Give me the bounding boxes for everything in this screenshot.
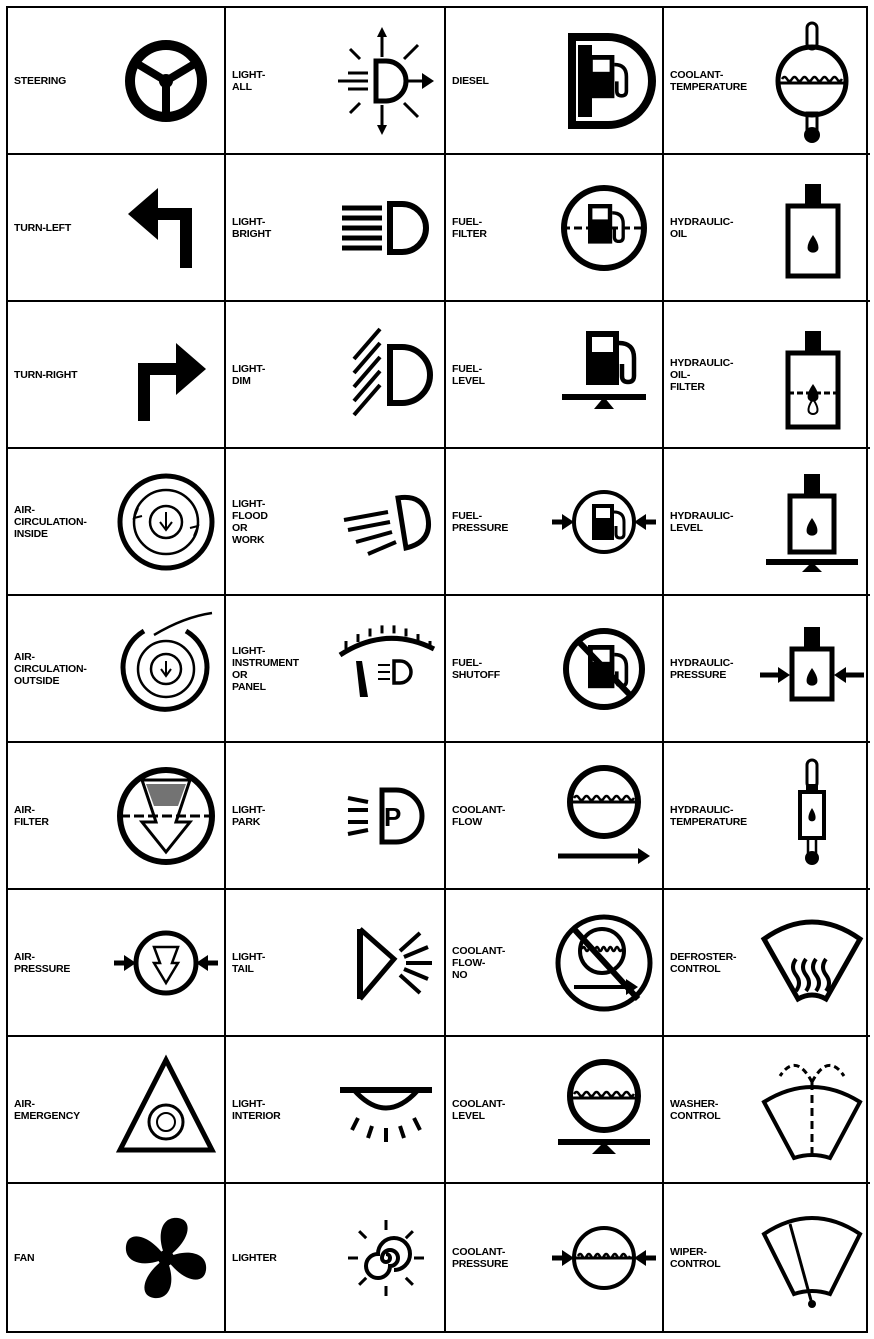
symbol-label: AIR- CIRCULATION- INSIDE — [14, 503, 87, 540]
symbol-cell — [446, 449, 664, 596]
symbol-cell — [664, 890, 870, 1037]
hydraulic-oil-icon — [760, 164, 864, 292]
fan-icon — [114, 1194, 218, 1322]
hydraulic-level-icon — [760, 458, 864, 586]
symbol-cell — [226, 302, 446, 449]
symbol-cell — [226, 596, 446, 743]
symbol-label: STEERING — [14, 74, 67, 87]
symbol-label: LIGHT- PARK — [232, 803, 266, 828]
symbol-label: DIESEL — [452, 74, 489, 87]
symbol-cell — [226, 449, 446, 596]
air-emergency-icon — [114, 1046, 218, 1174]
light-interior-icon — [334, 1046, 438, 1174]
hydraulic-pressure-icon — [760, 605, 864, 733]
symbol-chart — [6, 6, 868, 1333]
defroster-control-icon — [760, 899, 864, 1027]
symbol-label: COOLANT- FLOW- NO — [452, 944, 506, 981]
symbol-cell — [446, 155, 664, 302]
symbol-label: WASHER- CONTROL — [670, 1097, 721, 1122]
diesel-icon — [552, 17, 656, 145]
light-bright-icon — [334, 164, 438, 292]
coolant-level-icon — [552, 1046, 656, 1174]
symbol-cell — [226, 8, 446, 155]
symbol-label: COOLANT- TEMPERATURE — [670, 68, 747, 93]
light-instrument-icon — [334, 605, 438, 733]
symbol-label: HYDRAULIC- LEVEL — [670, 509, 734, 534]
symbol-cell — [664, 1184, 870, 1331]
symbol-cell — [8, 1037, 226, 1184]
symbol-label: LIGHT- DIM — [232, 362, 266, 387]
symbol-cell — [8, 8, 226, 155]
light-park-icon — [334, 752, 438, 880]
symbol-cell — [664, 1037, 870, 1184]
symbol-cell — [226, 1184, 446, 1331]
svg-text:P: P — [384, 801, 402, 832]
symbol-cell — [664, 596, 870, 743]
light-dim-icon — [334, 311, 438, 439]
light-flood-icon — [334, 458, 438, 586]
symbol-cell — [226, 155, 446, 302]
symbol-cell — [664, 8, 870, 155]
symbol-label: COOLANT- FLOW — [452, 803, 506, 828]
symbol-label: COOLANT- LEVEL — [452, 1097, 506, 1122]
symbol-cell — [446, 596, 664, 743]
symbol-cell — [446, 8, 664, 155]
symbol-label: COOLANT- PRESSURE — [452, 1245, 509, 1270]
symbol-cell — [446, 1037, 664, 1184]
light-all-icon — [334, 17, 438, 145]
symbol-label: FUEL- SHUTOFF — [452, 656, 500, 681]
turn-left-icon — [114, 164, 218, 292]
symbol-label: DEFROSTER- CONTROL — [670, 950, 737, 975]
symbol-cell — [664, 449, 870, 596]
symbol-label: HYDRAULIC- OIL- FILTER — [670, 356, 734, 393]
symbol-cell — [8, 596, 226, 743]
symbol-label: FUEL- PRESSURE — [452, 509, 509, 534]
symbol-label: HYDRAULIC- TEMPERATURE — [670, 803, 747, 828]
symbol-label: AIR- EMERGENCY — [14, 1097, 80, 1122]
turn-right-icon — [114, 311, 218, 439]
symbol-label: AIR- CIRCULATION- OUTSIDE — [14, 650, 87, 687]
symbol-cell — [8, 743, 226, 890]
symbol-label: FUEL- LEVEL — [452, 362, 485, 387]
symbol-label: LIGHT- ALL — [232, 68, 266, 93]
symbol-cell — [226, 743, 446, 890]
symbol-label: AIR- FILTER — [14, 803, 49, 828]
symbol-label: HYDRAULIC- PRESSURE — [670, 656, 734, 681]
symbol-cell — [446, 302, 664, 449]
lighter-icon — [334, 1194, 438, 1322]
symbol-label: LIGHT- FLOOD OR WORK — [232, 497, 268, 546]
symbol-cell — [226, 1037, 446, 1184]
symbol-cell — [446, 743, 664, 890]
symbol-label: AIR- PRESSURE — [14, 950, 71, 975]
coolant-flow-icon — [552, 752, 656, 880]
symbol-label: FUEL- FILTER — [452, 215, 487, 240]
symbol-label: WIPER- CONTROL — [670, 1245, 721, 1270]
symbol-cell — [664, 302, 870, 449]
symbol-cell — [8, 155, 226, 302]
coolant-pressure-icon — [552, 1194, 656, 1322]
wiper-control-icon — [760, 1194, 864, 1322]
symbol-cell — [446, 1184, 664, 1331]
symbol-cell — [8, 890, 226, 1037]
air-circulation-inside-icon — [114, 458, 218, 586]
hydraulic-oil-filter-icon — [760, 311, 864, 439]
symbol-label: LIGHT- INSTRUMENT OR PANEL — [232, 644, 299, 693]
symbol-label: LIGHT- INTERIOR — [232, 1097, 281, 1122]
symbol-label: LIGHTER — [232, 1251, 277, 1264]
coolant-temperature-icon — [760, 17, 864, 145]
fuel-level-icon — [552, 311, 656, 439]
symbol-label: TURN-RIGHT — [14, 368, 78, 381]
symbol-label: HYDRAULIC- OIL — [670, 215, 734, 240]
symbol-cell — [8, 302, 226, 449]
symbol-label: TURN-LEFT — [14, 221, 72, 234]
symbol-cell — [226, 890, 446, 1037]
steering-icon — [114, 17, 218, 145]
symbol-cell — [8, 449, 226, 596]
symbol-cell — [664, 155, 870, 302]
air-circulation-outside-icon — [114, 605, 218, 733]
fuel-filter-icon — [552, 164, 656, 292]
coolant-flow-no-icon — [552, 899, 656, 1027]
fuel-pressure-icon — [552, 458, 656, 586]
symbol-cell — [446, 890, 664, 1037]
washer-control-icon — [760, 1046, 864, 1174]
hydraulic-temperature-icon — [760, 752, 864, 880]
symbol-label: LIGHT- TAIL — [232, 950, 266, 975]
symbol-cell — [8, 1184, 226, 1331]
air-filter-icon — [114, 752, 218, 880]
air-pressure-icon — [114, 899, 218, 1027]
fuel-shutoff-icon — [552, 605, 656, 733]
symbol-cell — [664, 743, 870, 890]
symbol-label: LIGHT- BRIGHT — [232, 215, 272, 240]
symbol-label: FAN — [14, 1251, 35, 1264]
light-tail-icon — [334, 899, 438, 1027]
